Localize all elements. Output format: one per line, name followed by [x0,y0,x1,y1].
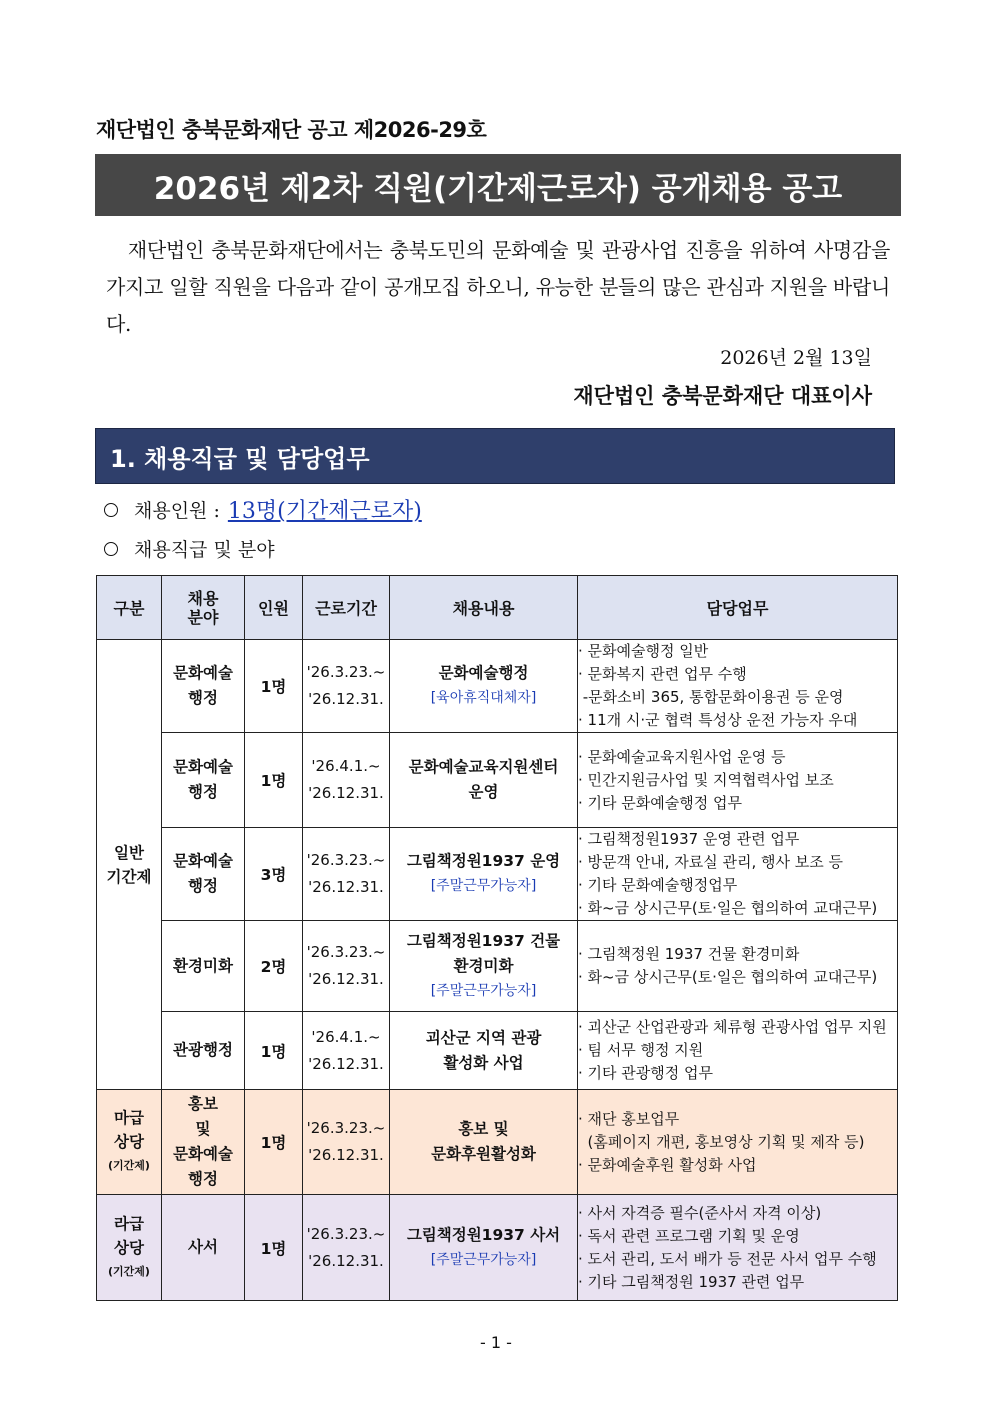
text-line: 행정 [188,1170,218,1188]
header-duties: 담당업무 [578,576,898,640]
header-category: 구분 [97,576,162,640]
duty-item: · 도서 관리, 도서 배가 등 전문 사서 업무 수행 [578,1249,877,1268]
text-line: 문화예술 [173,664,233,682]
row-content [390,640,578,733]
table-row [97,1195,898,1301]
header-content: 채용내용 [390,576,578,640]
text-line: '26.3.23.~ [306,1224,386,1243]
row-period [303,828,390,921]
row-period [303,1090,390,1195]
row-period [303,1012,390,1090]
text-line: 그림책정원1937 사서 [406,1225,561,1244]
duty-item: · 문화예술후원 활성화 사업 [578,1155,757,1174]
row-content-note: [주말근무가능자] [430,1251,537,1268]
row-duties [578,1090,898,1195]
text-line: '26.4.1.~ [311,1027,381,1046]
section-heading: 1. 채용직급 및 담당업무 [95,428,895,484]
headcount-line [104,494,422,525]
row-field [162,1090,245,1195]
row-duties [578,1012,898,1090]
row-field [162,1195,245,1301]
row-content [390,733,578,828]
text-line: '26.3.23.~ [306,1119,386,1137]
text-line: '26.12.31. [308,970,384,988]
text-line: 상당 [114,1238,144,1257]
duty-item: · 기타 관광행정 업무 [578,1064,713,1082]
group-general [97,640,162,1090]
row-content [390,828,578,921]
text-line: '26.12.31. [308,1146,384,1164]
text-line: 문화예술행정 [438,664,529,682]
text-line: '26.12.31. [308,690,384,708]
text-line: 행정 [188,689,218,707]
header-period: 근로기간 [303,576,390,640]
group-grade-ra [97,1195,162,1301]
announcement-date: 2026년 2월 13일 [720,347,872,369]
row-count: 1명 [245,1012,303,1090]
row-duties [578,1195,898,1301]
text-line: '26.12.31. [308,784,384,802]
duty-item: · 문화예술교육지원사업 운영 등 [578,747,786,766]
text-line: 행정 [188,783,218,801]
duty-item: · 사서 자격증 필수(준사서 자격 이상) [578,1203,822,1222]
text-line: 그림책정원1937 건물 [406,931,561,950]
duty-item: · 화~금 상시근무(토·일은 협의하여 교대근무) [578,968,878,986]
duty-item: (홈페이지 개편, 홍보영상 기획 및 제작 등) [578,1132,865,1151]
row-field [162,1012,245,1090]
text-line: '26.12.31. [308,1251,384,1270]
page-number: - 1 - [480,1333,512,1352]
row-content [390,1195,578,1301]
signer: 재단법인 충북문화재단 대표이사 [573,383,872,408]
row-count: 1명 [245,733,303,828]
row-content-note: [주말근무가능자] [430,878,537,894]
duty-item: · 문화복지 관련 업무 수행 [578,665,747,683]
text-line: 채용 [187,588,219,608]
duty-item: · 민간지원금사업 및 지역협력사업 보조 [578,770,834,789]
notice-number: 재단법인 충북문화재단 공고 제2026-29호 [96,118,487,142]
row-count: 1명 [245,1090,303,1195]
recruitment-table [96,575,898,1301]
document-title: 2026년 제2차 직원(기간제근로자) 공개채용 공고 [95,154,901,216]
intro-text: 재단법인 충북문화재단에서는 충북도민의 문화예술 및 관광사업 진흥을 위하여 사명감을 가지고 일할 직원을 다음과 같이 공개모집 하오니, 유능한 분들의 많은 관심과 지원을 바랍니다. [106,238,890,336]
duty-item: · 11개 시·군 협력 특성상 운전 가능자 우대 [578,711,858,729]
text-line: '26.12.31. [308,1054,384,1073]
duty-item: · 재단 홍보업무 [578,1109,680,1128]
row-content [390,1012,578,1090]
row-field [162,921,245,1012]
text-line: '26.4.1.~ [311,757,381,775]
text-line: 및 [195,1120,211,1138]
row-content-note: [육아휴직대체자] [430,690,537,706]
duty-item: -문화소비 365, 통합문화이용권 등 운영 [578,688,844,706]
text-line: '26.12.31. [308,878,384,896]
row-content [390,921,578,1012]
table-header-row [97,576,898,640]
duty-item: · 화~금 상시근무(토·일은 협의하여 교대근무) [578,899,878,917]
circle-bullet-icon [104,542,118,556]
row-count: 3명 [245,828,303,921]
table-row [97,733,898,828]
row-count: 1명 [245,640,303,733]
table-row [97,640,898,733]
duty-item: · 그림책정원 1937 건물 환경미화 [578,945,800,963]
text-line: 그림책정원1937 운영 [406,852,561,870]
grade-label: 채용직급 및 분야 [134,539,275,561]
text-line: 기간제 [106,867,152,886]
duty-item: · 기타 그림책정원 1937 관련 업무 [578,1272,805,1291]
duty-item: · 방문객 안내, 자료실 관리, 행사 보조 등 [578,853,844,871]
text-line: 운영 [468,783,499,801]
table-row [97,921,898,1012]
table-row [97,1012,898,1090]
text-line: 문화후원활성화 [431,1145,536,1163]
text-line: 마급 [114,1109,144,1127]
header-field [162,576,245,640]
text-line: 환경미화 [173,956,233,975]
text-line: 문화예술 [173,852,233,870]
row-duties [578,640,898,733]
row-duties [578,828,898,921]
row-count: 2명 [245,921,303,1012]
row-period [303,1195,390,1301]
text-line: '26.3.23.~ [306,663,386,681]
contract-tag: (기간제) [108,1159,150,1172]
contract-tag: (기간제) [108,1264,150,1278]
text-line: 상당 [114,1133,144,1151]
header-count: 인원 [245,576,303,640]
row-count: 1명 [245,1195,303,1301]
headcount-label: 채용인원 : [134,500,220,522]
row-duties [578,921,898,1012]
text-line: 사서 [188,1238,218,1256]
text-line: 분야 [187,607,219,627]
duty-item: · 괴산군 산업관광과 체류형 관광사업 업무 지원 [578,1018,887,1036]
text-line: 환경미화 [453,956,514,975]
headcount-value: 13명(기간제근로자) [227,499,422,524]
text-line: 관광행정 [173,1041,233,1059]
table-row [97,1090,898,1195]
text-line: 라급 [114,1214,144,1233]
duty-item: · 기타 문화예술행정업무 [578,876,738,894]
text-line: 문화예술 [173,1145,233,1163]
row-field [162,640,245,733]
text-line: 홍보 [188,1095,218,1113]
text-line: '26.3.23.~ [306,851,386,869]
row-period [303,733,390,828]
text-line: 행정 [188,877,218,895]
grade-line [104,535,275,562]
duty-item: · 팀 서무 행정 지원 [578,1041,704,1059]
row-period [303,640,390,733]
circle-bullet-icon [104,503,118,517]
text-line: 활성화 사업 [443,1053,524,1072]
text-line: 홍보 및 [458,1120,509,1138]
text-line: 일반 [114,843,144,862]
duty-item: · 독서 관련 프로그램 기획 및 운영 [578,1226,800,1245]
row-period [303,921,390,1012]
intro-paragraph [106,232,890,343]
row-duties [578,733,898,828]
text-line: 괴산군 지역 관광 [425,1028,542,1047]
row-field [162,828,245,921]
table-row [97,828,898,921]
row-field [162,733,245,828]
duty-item: · 문화예술행정 일반 [578,642,709,660]
duty-item: · 그림책정원1937 운영 관련 업무 [578,830,800,848]
duty-item: · 기타 문화예술행정 업무 [578,793,742,812]
text-line: 문화예술교육지원센터 [408,758,559,776]
text-line: '26.3.23.~ [306,943,386,961]
row-content-note: [주말근무가능자] [430,982,537,999]
text-line: 문화예술 [173,758,233,776]
group-grade-ma [97,1090,162,1195]
row-content [390,1090,578,1195]
